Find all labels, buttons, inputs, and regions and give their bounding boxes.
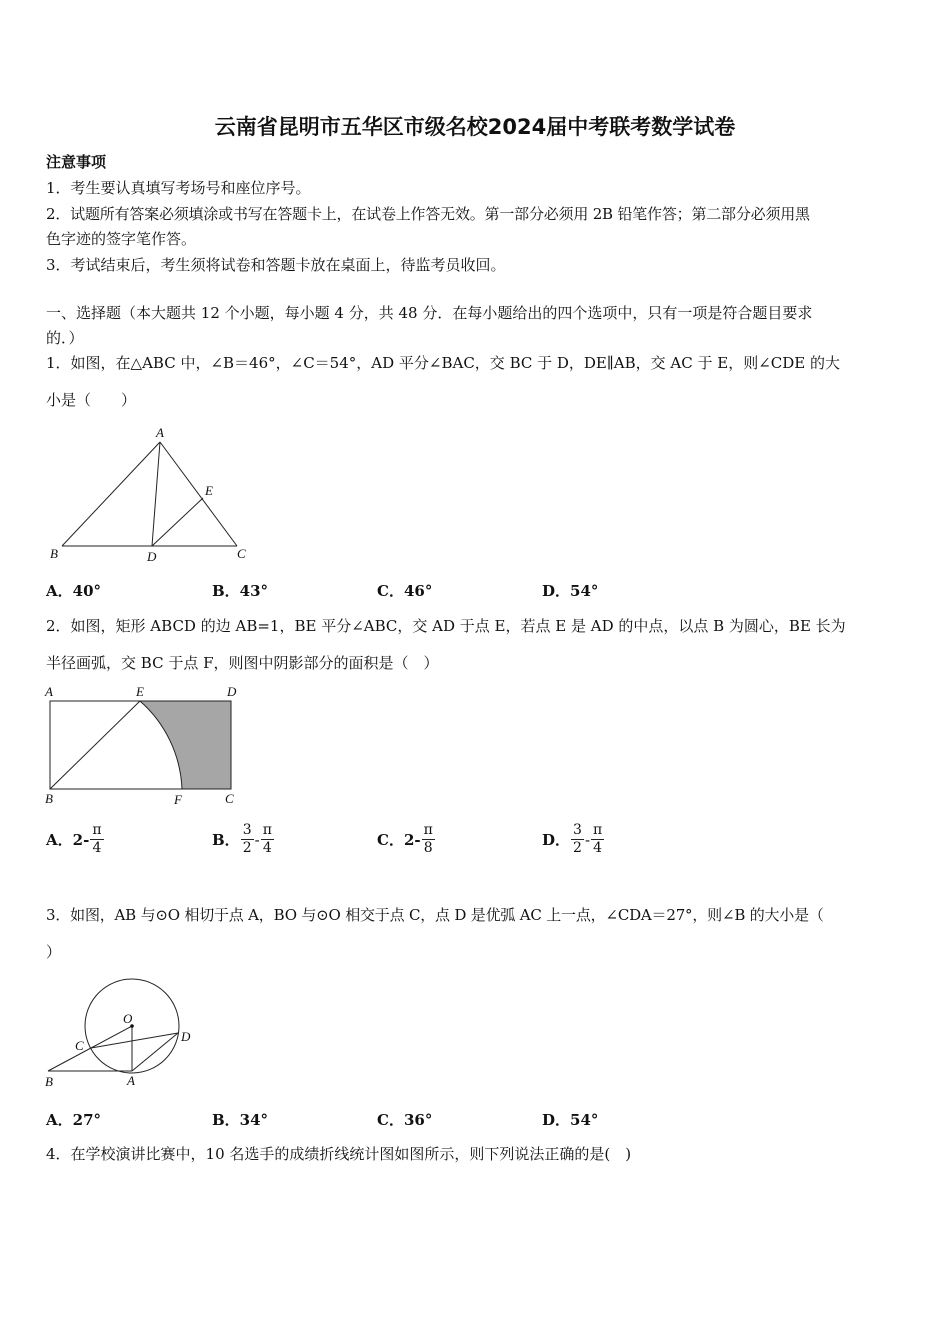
fraction-denominator: 4 xyxy=(593,840,603,856)
q1-option-d[interactable]: D．54° xyxy=(542,582,599,600)
q2-stem-line-1: 2．如图，矩形 ABCD 的边 AB=1，BE 平分∠ABC，交 AD 于点 E，若点 E 是 AD 的中点，以点 B 为圆心，BE 长为 xyxy=(46,617,846,635)
notice-item-2-line-2: 色字迹的签字笔作答。 xyxy=(46,230,197,248)
q2-option-a[interactable] xyxy=(46,822,105,857)
page-title: 云南省昆明市五华区市级名校2024届中考联考数学试卷 xyxy=(214,115,736,139)
q3-label-a: A xyxy=(127,1073,135,1088)
q2-option-d-minus: - xyxy=(584,830,591,849)
fraction-denominator: 4 xyxy=(262,840,272,856)
q1-label-e: E xyxy=(205,483,213,498)
q2-option-b-minus: - xyxy=(254,830,260,849)
q2-option-c-fraction xyxy=(422,822,435,857)
fraction-numerator: π xyxy=(262,822,272,838)
fraction-denominator: 4 xyxy=(92,840,102,856)
q1-option-b[interactable]: B．43° xyxy=(212,582,269,600)
q3-circle-figure xyxy=(40,975,220,1095)
q3-stem-line-2: ） xyxy=(46,943,62,961)
q4-stem-line-1: 4．在学校演讲比赛中，10 名选手的成绩折线统计图如图所示，则下列说法正确的是( ) xyxy=(46,1145,632,1163)
q2-option-c-prefix: C． xyxy=(377,831,404,849)
notice-item-2-line-1: 2．试题所有答案必须填涂或书写在答题卡上，在试卷上作答无效。第一部分必须用 2B 铅笔作答；第二部分必须用黑 xyxy=(46,205,810,223)
q2-option-d[interactable] xyxy=(542,822,605,857)
q2-label-a: A xyxy=(45,684,53,699)
fraction-numerator: 3 xyxy=(242,822,252,838)
q3-label-d: D xyxy=(181,1029,191,1044)
q2-label-b: B xyxy=(45,791,53,806)
q2-shaded-region xyxy=(140,701,231,789)
q2-option-b-fraction-1 xyxy=(241,822,254,857)
q3-label-c: C xyxy=(75,1038,84,1053)
fraction-denominator: 2 xyxy=(573,840,582,856)
q2-option-c-lead: 2- xyxy=(403,830,421,849)
q1-option-a[interactable]: A．40° xyxy=(46,582,102,600)
fraction-numerator: π xyxy=(423,822,433,838)
fraction-numerator: π xyxy=(92,822,102,838)
notice-item-1: 1．考生要认真填写考场号和座位序号。 xyxy=(46,179,311,197)
notice-heading: 注意事项 xyxy=(46,153,107,171)
q3-label-b: B xyxy=(45,1074,53,1089)
q1-label-d: D xyxy=(147,549,157,564)
q1-stem-line-1: 1．如图，在△ABC 中，∠B＝46°，∠C＝54°，AD 平分∠BAC，交 BC 于 D，DE∥AB，交 AC 于 E，则∠CDE 的大 xyxy=(46,354,841,372)
q2-option-d-fraction-2 xyxy=(591,822,604,857)
q2-stem-line-2: 半径画弧，交 BC 于点 F，则图中阴影部分的面积是（ ） xyxy=(46,654,439,672)
q1-label-a: A xyxy=(156,425,164,440)
q2-segment-be xyxy=(50,701,140,789)
q2-option-b[interactable] xyxy=(212,822,275,857)
q2-label-f: F xyxy=(174,792,182,807)
q1-label-c: C xyxy=(237,546,246,561)
q2-option-d-fraction-1 xyxy=(571,822,584,857)
q2-label-e: E xyxy=(136,684,144,699)
fraction-denominator: 8 xyxy=(423,840,433,856)
q3-segment-bo xyxy=(48,1026,132,1071)
q3-option-d[interactable]: D．54° xyxy=(542,1111,599,1129)
section-1-heading-line-2: 的．） xyxy=(46,329,84,347)
q2-rectangle-figure xyxy=(40,682,260,812)
q1-segment-ad xyxy=(152,442,160,546)
q1-segment-de xyxy=(152,498,203,546)
q3-option-b[interactable]: B．34° xyxy=(212,1111,269,1129)
q3-option-c[interactable]: C．36° xyxy=(377,1111,433,1129)
fraction-numerator: π xyxy=(593,822,603,838)
q1-segment-ab xyxy=(62,442,160,546)
q1-stem-line-2: 小是（ ） xyxy=(46,391,137,409)
q3-stem-line-1: 3．如图，AB 与⊙O 相切于点 A，BO 与⊙O 相交于点 C，点 D 是优弧 AC 上一点，∠CDA＝27°，则∠B 的大小是（ xyxy=(46,906,824,924)
q1-label-b: B xyxy=(50,546,58,561)
q2-label-d: D xyxy=(227,684,237,699)
q2-option-b-prefix: B． xyxy=(212,831,240,849)
q2-option-c[interactable] xyxy=(377,822,436,857)
q2-option-a-fraction xyxy=(90,822,103,857)
section-1-heading-line-1: 一、选择题（本大题共 12 个小题，每小题 4 分，共 48 分．在每小题给出的四个选项中，只有一项是符合题目要求 xyxy=(46,304,813,322)
q1-segment-ac xyxy=(160,442,237,546)
q2-option-a-lead: 2- xyxy=(72,830,90,849)
notice-item-3: 3．考试结束后，考生须将试卷和答题卡放在桌面上，待监考员收回。 xyxy=(46,256,506,274)
q3-label-o: O xyxy=(123,1011,133,1026)
q1-option-c[interactable]: C．46° xyxy=(377,582,433,600)
fraction-denominator: 2 xyxy=(242,840,252,856)
q2-option-d-prefix: D． xyxy=(542,831,571,849)
q2-option-a-prefix: A． xyxy=(46,831,73,849)
fraction-numerator: 3 xyxy=(573,822,582,838)
q1-triangle-figure xyxy=(40,420,260,570)
q2-option-b-fraction-2 xyxy=(261,822,274,857)
q2-label-c: C xyxy=(225,791,234,806)
q3-option-a[interactable]: A．27° xyxy=(46,1111,102,1129)
